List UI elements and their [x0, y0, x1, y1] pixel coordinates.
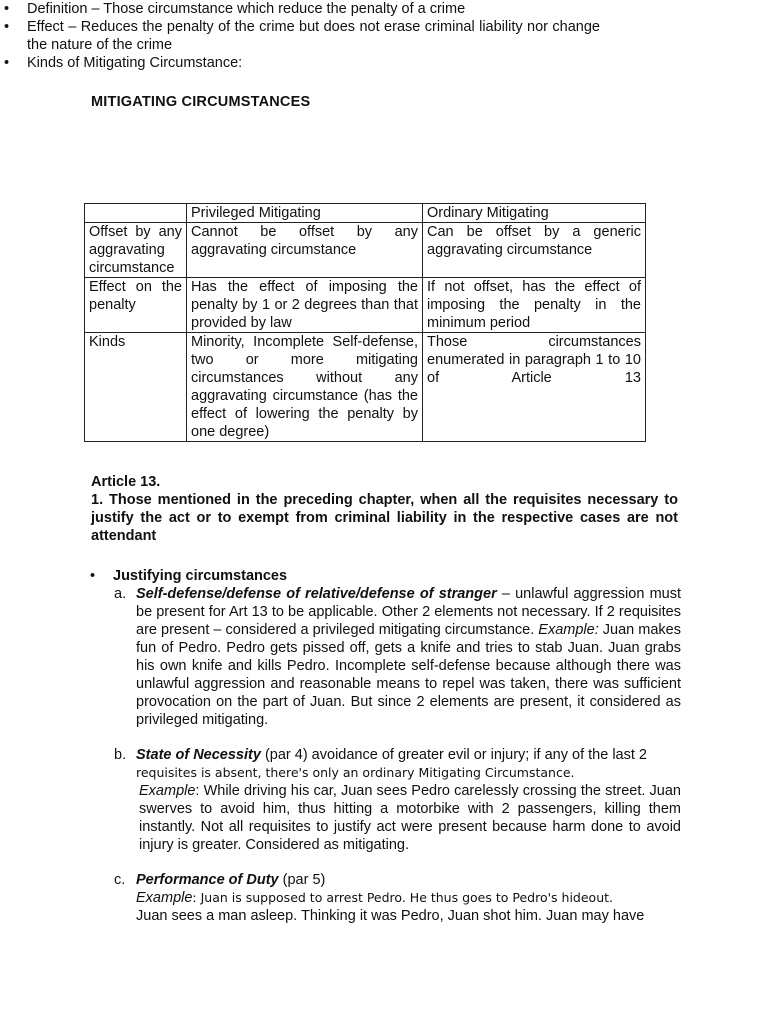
item-text-alt: requisites is absent, there's only an ordinary Mitigating Circumstance.	[136, 765, 575, 780]
list-item: • Kinds of Mitigating Circumstance:	[0, 54, 600, 72]
table-row	[85, 333, 646, 442]
table-header-cell: Ordinary Mitigating	[423, 204, 646, 223]
table-cell: Cannot be offset by any aggravating circumstance	[187, 223, 423, 278]
justifying-heading-label: Justifying circumstances	[113, 568, 288, 584]
list-item: • Effect – Reduces the penalty of the crime but does not erase criminal liability nor change the nature of the crime	[0, 18, 600, 54]
item-marker: c.	[114, 872, 126, 888]
definition-list	[0, 0, 600, 72]
example-text: : While driving his car, Juan sees Pedro carelessly crossing the street. Juan swerves to avoid him, thus hitting a motorbike with 2 passengers, killing them instantly. Not all requisites to justify act were present because harm done to avoid injury is greater. Considered as mitigating.	[139, 783, 681, 853]
table-header-cell: Privileged Mitigating	[187, 204, 423, 223]
list-item	[114, 585, 681, 729]
example-text: Juan sees a man asleep. Thinking it was Pedro, Juan shot him. Juan may have	[136, 908, 645, 924]
mitigating-kinds-table	[84, 203, 646, 442]
example-label: Example:	[538, 622, 599, 638]
table-cell: Has the effect of imposing the penalty by 1 or 2 degrees than that provided by law	[187, 278, 423, 333]
table-cell: Minority, Incomplete Self-defense, two or more mitigating circumstances without any aggravating circumstance (has the effect of lowering the penalty by one degree)	[187, 333, 423, 442]
table-row	[85, 278, 646, 333]
article-text: 1. Those mentioned in the preceding chapter, when all the requisites necessary to justify the act or to exempt from criminal liability in the respective cases are not attendant	[91, 492, 678, 544]
item-text: (par 5)	[278, 872, 326, 888]
table-cell: Can be offset by a generic aggravating circumstance	[423, 223, 646, 278]
table-row-label: Effect on the penalty	[85, 278, 187, 333]
table-row-label: Offset by any aggravating circumstance	[85, 223, 187, 278]
bullet-glyph: •	[90, 568, 96, 584]
example-label: Example	[139, 783, 196, 799]
page-title: MITIGATING CIRCUMSTANCES	[91, 94, 311, 110]
list-item: • Definition – Those circumstance which reduce the penalty of a crime	[0, 0, 600, 18]
item-marker: a.	[114, 586, 127, 602]
table-header-row	[85, 204, 646, 223]
item-heading: Performance of Duty	[136, 872, 279, 888]
table-row-label: Kinds	[85, 333, 187, 442]
table-row	[85, 223, 646, 278]
list-item	[114, 871, 681, 925]
item-heading: State of Necessity	[136, 747, 261, 763]
table-header-cell	[85, 204, 187, 223]
item-heading: Self-defense/defense of relative/defense of stranger	[136, 586, 497, 602]
example-text: Juan makes fun of Pedro. Pedro gets pissed off, gets a knife and tries to stab Juan. Juan grabs his own knife and kills Pedro. Incomplete self-defense because although there was unlawful aggression and reasonable means to repel was taken, there was sufficient provocation on the part of Juan. But since 2 elements are present, it considered as privileged mitigating.	[136, 622, 681, 728]
item-text: (par 4) avoidance of greater evil or injury; if any of the last 2	[260, 747, 647, 763]
example-label: Example	[136, 890, 193, 906]
item-text: – unlawful aggression must be present for Art 13 to be applicable. Other 2 elements not necessary. If 2 requisites are present – considered a privileged mitigating circumstance.	[136, 586, 681, 638]
article-heading: Article 13.	[91, 474, 161, 490]
table-cell: Those circumstances enumerated in paragraph 1 to 10 of Article 13	[423, 333, 646, 442]
list-item	[114, 746, 681, 854]
table-cell: If not offset, has the effect of imposing the penalty in the minimum period	[423, 278, 646, 333]
example-text-alt: : Juan is supposed to arrest Pedro. He thus goes to Pedro's hideout.	[192, 890, 613, 905]
item-marker: b.	[114, 747, 127, 763]
